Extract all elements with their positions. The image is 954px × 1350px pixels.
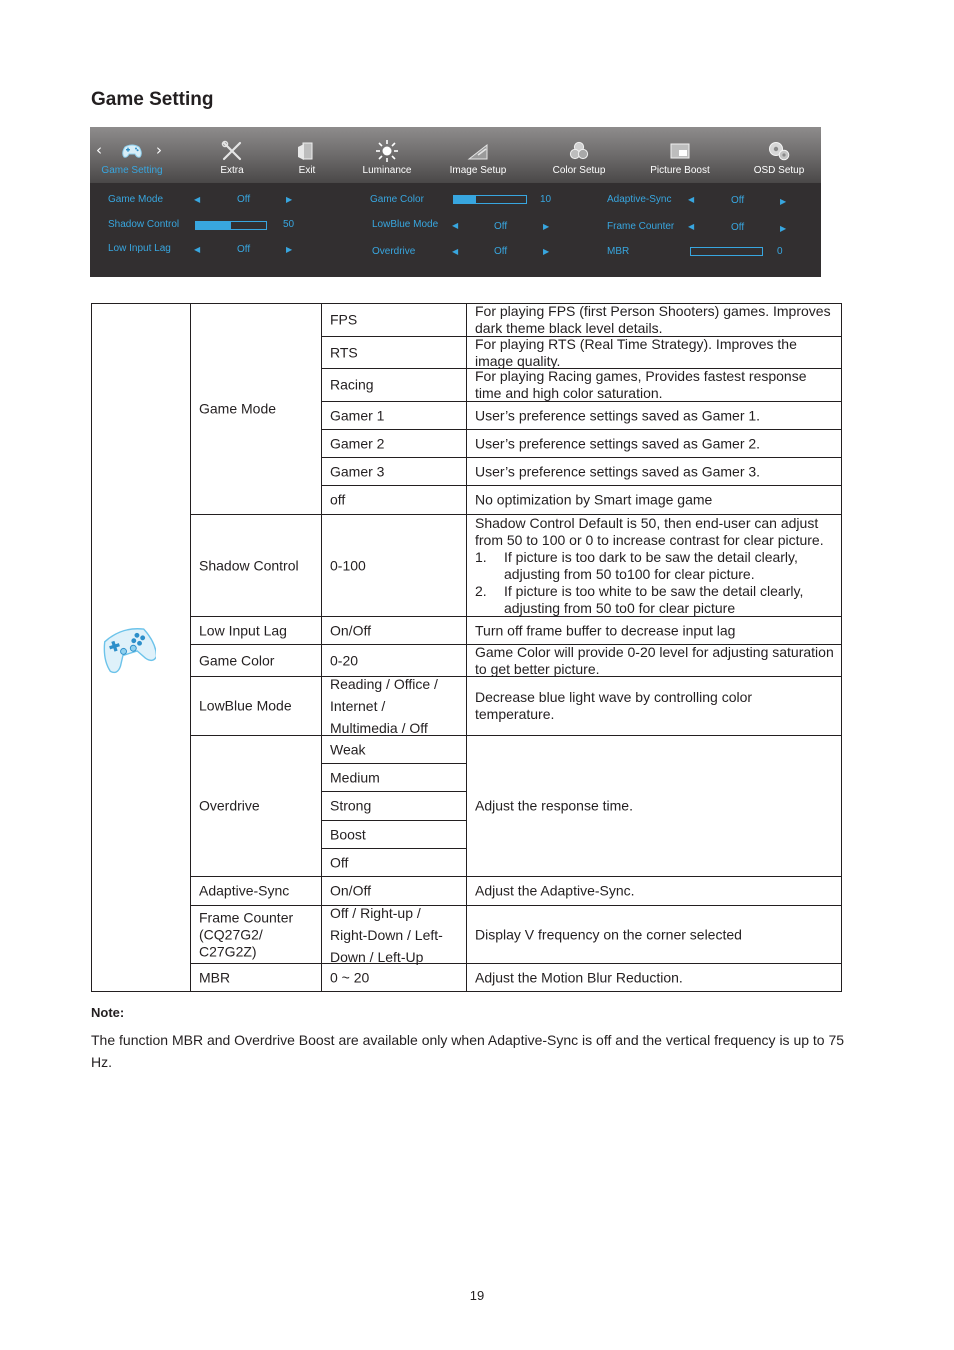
option-cell bbox=[321, 848, 467, 877]
exit-door-icon bbox=[295, 139, 319, 163]
description-text: For playing FPS (first Person Shooters) games. Improves dark theme black level details. bbox=[475, 303, 831, 336]
description-cell bbox=[466, 457, 842, 486]
option-off: off bbox=[330, 491, 346, 508]
option-cell bbox=[321, 401, 467, 430]
chevron-right-icon[interactable]: › bbox=[156, 141, 162, 159]
osd-game-mode-label[interactable]: Game Mode bbox=[108, 194, 164, 205]
description-cell bbox=[466, 429, 842, 458]
arrow-right-icon[interactable]: ▶ bbox=[543, 222, 550, 231]
list-number: 1. bbox=[475, 548, 487, 565]
list-item bbox=[475, 549, 837, 583]
osd-adaptive-sync-value: Off bbox=[731, 195, 745, 206]
option-rts: RTS bbox=[330, 344, 358, 360]
description-cell bbox=[466, 735, 842, 877]
osd-shadow-control-value: 50 bbox=[283, 219, 295, 230]
tab-label: Extra bbox=[220, 165, 244, 176]
range-text: On/Off bbox=[330, 622, 371, 638]
osd-tab-osd-setup[interactable] bbox=[739, 127, 819, 183]
range-text: On/Off bbox=[330, 882, 371, 899]
description-text: Shadow Control Default is 50, then end-user can adjust from 50 to 100 or 0 to increase contrast for clear picture. bbox=[475, 514, 824, 548]
gears-icon bbox=[765, 139, 793, 163]
note-label: Note: bbox=[91, 1005, 125, 1020]
arrow-left-icon[interactable]: ◀ bbox=[688, 195, 695, 204]
mbr-name-cell bbox=[190, 963, 322, 992]
range-cell bbox=[321, 963, 467, 992]
description-cell bbox=[466, 368, 842, 402]
tab-label: Color Setup bbox=[552, 165, 606, 176]
lowblue-mode-name-cell bbox=[190, 676, 322, 736]
osd-mbr-value: 0 bbox=[777, 246, 783, 257]
osd-tab-image-setup[interactable] bbox=[438, 127, 518, 183]
color-circles-icon bbox=[567, 139, 591, 163]
description-text: Adjust the Adaptive-Sync. bbox=[475, 882, 635, 899]
range-text: 0-20 bbox=[330, 652, 359, 668]
tab-label: Luminance bbox=[362, 165, 412, 176]
description-text: Display V frequency on the corner selected bbox=[475, 926, 742, 942]
arrow-left-icon[interactable]: ◀ bbox=[452, 221, 459, 230]
osd-tab-game-setting[interactable] bbox=[92, 127, 172, 183]
description-cell bbox=[466, 644, 842, 677]
gamepad-icon bbox=[117, 139, 147, 163]
description-cell bbox=[466, 905, 842, 964]
description-cell bbox=[466, 676, 842, 736]
setting-name: MBR bbox=[199, 969, 231, 985]
option-cell bbox=[321, 429, 467, 458]
description-text: For playing Racing games, Provides fastest response time and high color saturation. bbox=[475, 368, 807, 401]
description-cell bbox=[466, 336, 842, 369]
arrow-right-icon[interactable]: ▶ bbox=[780, 197, 787, 206]
picture-boost-icon bbox=[668, 139, 692, 163]
osd-lowblue-mode-label[interactable]: LowBlue Mode bbox=[372, 219, 439, 230]
description-text: User’s preference settings saved as Gamer 2. bbox=[475, 435, 761, 451]
osd-adaptive-sync-label[interactable]: Adaptive-Sync bbox=[607, 194, 672, 205]
range-cell bbox=[321, 616, 467, 645]
description-text: Game Color will provide 0-20 level for adjusting saturation to get better picture. bbox=[475, 643, 834, 677]
description-cell bbox=[466, 616, 842, 645]
description-cell bbox=[466, 876, 842, 906]
setting-name: Frame Counter (CQ27G2/ C27G2Z) bbox=[199, 909, 294, 959]
description-text: Adjust the Motion Blur Reduction. bbox=[475, 969, 683, 985]
description-text: No optimization by Smart image game bbox=[475, 491, 713, 508]
mbr-slider[interactable] bbox=[690, 247, 763, 256]
description-cell bbox=[466, 401, 842, 430]
list-text: If picture is too white to be saw the detail clearly, adjusting from 50 to0 for clear picture bbox=[504, 582, 804, 616]
osd-tab-color-setup[interactable] bbox=[539, 127, 619, 183]
list-number: 2. bbox=[475, 582, 487, 599]
shadow-control-slider[interactable] bbox=[195, 221, 267, 230]
option-cell bbox=[321, 336, 467, 369]
osd-overdrive-value: Off bbox=[494, 246, 508, 257]
sun-icon bbox=[375, 139, 399, 163]
setting-name: Game Color bbox=[199, 652, 275, 668]
list-item bbox=[475, 583, 837, 617]
range-cell bbox=[321, 905, 467, 964]
frame-counter-name-cell bbox=[190, 905, 322, 964]
arrow-right-icon[interactable]: ▶ bbox=[286, 195, 293, 204]
setting-name: Game Mode bbox=[199, 400, 277, 417]
osd-tab-exit[interactable] bbox=[267, 127, 347, 183]
osd-frame-counter-value: Off bbox=[731, 222, 745, 233]
setting-name: Shadow Control bbox=[199, 557, 299, 573]
description-cell bbox=[466, 485, 842, 515]
option-strong: Strong bbox=[330, 797, 372, 814]
overdrive-name-cell bbox=[190, 735, 322, 877]
range-cell bbox=[321, 676, 467, 736]
tab-label: Game Setting bbox=[101, 165, 163, 176]
option-cell bbox=[321, 791, 467, 821]
osd-low-input-lag-label[interactable]: Low Input Lag bbox=[108, 243, 171, 254]
tools-icon bbox=[220, 139, 244, 163]
setting-name: LowBlue Mode bbox=[199, 697, 292, 714]
option-gamer-3: Gamer 3 bbox=[330, 463, 385, 479]
range-text: 0-100 bbox=[330, 557, 366, 573]
shadow-control-name-cell bbox=[190, 514, 322, 617]
osd-tab-extra[interactable] bbox=[192, 127, 272, 183]
arrow-left-icon[interactable]: ◀ bbox=[194, 245, 201, 254]
low-input-lag-name-cell bbox=[190, 616, 322, 645]
osd-frame-counter-label[interactable]: Frame Counter bbox=[607, 221, 675, 232]
arrow-right-icon[interactable]: ▶ bbox=[286, 245, 293, 254]
game-color-slider[interactable] bbox=[453, 195, 527, 204]
setting-name: Overdrive bbox=[199, 797, 260, 814]
option-racing: Racing bbox=[330, 376, 374, 393]
slider-fill bbox=[454, 196, 476, 203]
range-cell bbox=[321, 514, 467, 617]
tab-label: OSD Setup bbox=[753, 165, 805, 176]
tab-label: Picture Boost bbox=[650, 165, 710, 176]
range-text: Off / Right-up / Right-Down / Left-Down / Left-Up bbox=[330, 904, 443, 965]
arrow-right-icon[interactable]: ▶ bbox=[543, 247, 550, 256]
osd-game-mode-value: Off bbox=[237, 194, 251, 205]
range-text: Reading / Office / Internet / Multimedia / Off bbox=[330, 676, 438, 736]
osd-game-color-label[interactable]: Game Color bbox=[370, 194, 424, 205]
page-title: Game Setting bbox=[91, 89, 214, 110]
game-color-name-cell bbox=[190, 644, 322, 677]
osd-game-color-value: 10 bbox=[540, 194, 552, 205]
chevron-left-icon[interactable]: ‹ bbox=[96, 141, 102, 159]
option-cell bbox=[321, 485, 467, 515]
setting-name: Adaptive-Sync bbox=[199, 882, 290, 899]
arrow-left-icon[interactable]: ◀ bbox=[194, 195, 201, 204]
option-cell bbox=[321, 735, 467, 764]
description-text: Turn off frame buffer to decrease input lag bbox=[475, 622, 736, 638]
osd-tab-picture-boost[interactable] bbox=[640, 127, 720, 183]
setting-name: Low Input Lag bbox=[199, 622, 287, 638]
page-number: 19 bbox=[469, 1288, 485, 1303]
option-medium: Medium bbox=[330, 769, 380, 785]
osd-lowblue-mode-value: Off bbox=[494, 221, 508, 232]
osd-low-input-lag-value: Off bbox=[237, 244, 251, 255]
option-cell bbox=[321, 457, 467, 486]
description-text: Adjust the response time. bbox=[475, 797, 633, 814]
list-text: If picture is too dark to be saw the detail clearly, adjusting from 50 to100 for clear picture. bbox=[504, 548, 798, 582]
osd-shadow-control-label[interactable]: Shadow Control bbox=[108, 219, 180, 230]
tab-label: Exit bbox=[298, 165, 316, 176]
option-off: Off bbox=[330, 854, 349, 870]
option-cell bbox=[321, 303, 467, 337]
description-text: For playing RTS (Real Time Strategy). Improves the image quality. bbox=[475, 335, 797, 369]
option-cell bbox=[321, 763, 467, 792]
tab-label: Image Setup bbox=[449, 165, 507, 176]
arrow-left-icon[interactable]: ◀ bbox=[688, 222, 695, 231]
option-weak: Weak bbox=[330, 741, 366, 757]
description-cell bbox=[466, 963, 842, 992]
description-text: User’s preference settings saved as Gamer 1. bbox=[475, 407, 761, 423]
option-cell bbox=[321, 368, 467, 402]
osd-tab-luminance[interactable] bbox=[347, 127, 427, 183]
table-icon-cell bbox=[91, 303, 191, 992]
option-fps: FPS bbox=[330, 311, 358, 328]
image-setup-icon bbox=[466, 139, 490, 163]
description-text: User’s preference settings saved as Gamer 3. bbox=[475, 463, 761, 479]
arrow-right-icon[interactable]: ▶ bbox=[780, 224, 787, 233]
game-mode-name-cell bbox=[190, 303, 322, 515]
option-gamer-2: Gamer 2 bbox=[330, 435, 385, 451]
osd-mbr-label[interactable]: MBR bbox=[607, 246, 630, 257]
osd-overdrive-label[interactable]: Overdrive bbox=[372, 246, 416, 257]
option-cell bbox=[321, 820, 467, 849]
osd-menu bbox=[90, 127, 821, 277]
arrow-left-icon[interactable]: ◀ bbox=[452, 247, 459, 256]
description-cell bbox=[466, 303, 842, 337]
description-text: Decrease blue light wave by controlling color temperature. bbox=[475, 689, 753, 722]
note-text: The function MBR and Overdrive Boost are available only when Adaptive-Sync is off and the vertical frequency is up to 75 Hz. bbox=[91, 1032, 845, 1070]
gamepad-icon bbox=[100, 613, 156, 681]
slider-fill bbox=[196, 222, 231, 229]
osd-tab-bar bbox=[90, 127, 821, 183]
option-gamer-1: Gamer 1 bbox=[330, 407, 385, 423]
range-text: 0 ~ 20 bbox=[330, 969, 370, 985]
option-boost: Boost bbox=[330, 826, 366, 842]
description-cell bbox=[466, 514, 842, 617]
adaptive-sync-name-cell bbox=[190, 876, 322, 906]
shadow-control-description bbox=[475, 515, 837, 617]
